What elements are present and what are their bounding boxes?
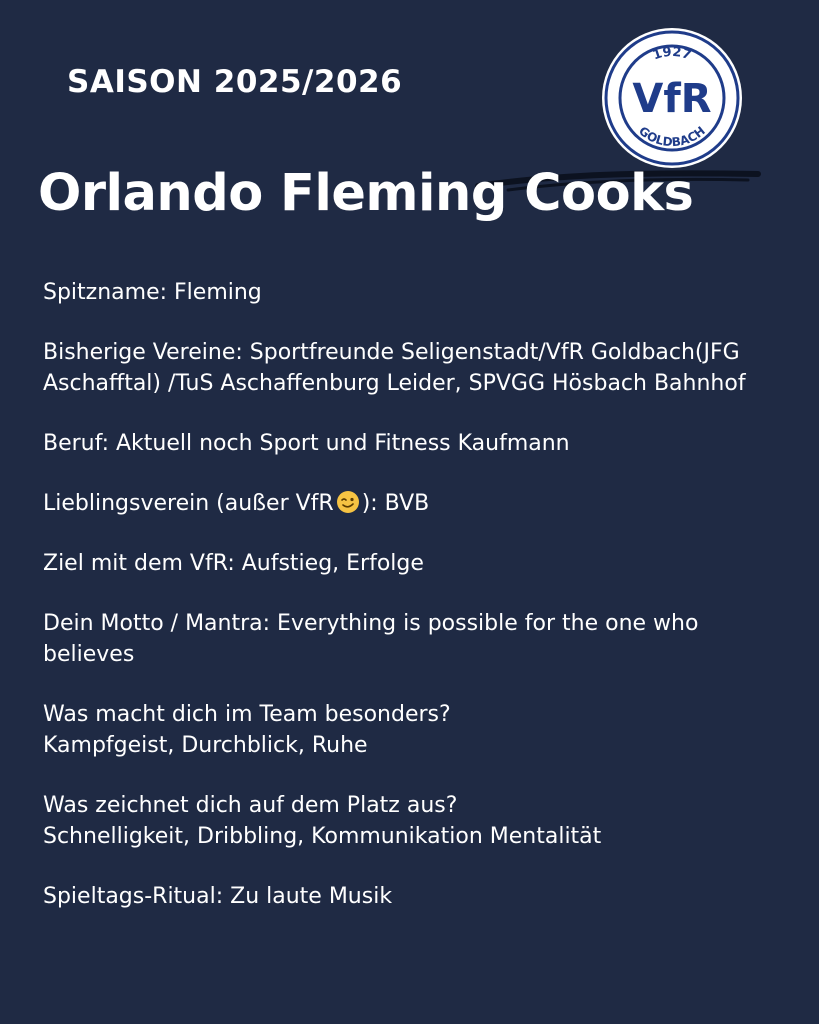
favorite-club-suffix: ): BVB xyxy=(361,491,430,516)
ritual-item xyxy=(43,881,793,912)
season-label: SAISON 2025/2026 xyxy=(67,64,403,100)
job-text: Beruf: Aktuell noch Sport und Fitness Kaufmann xyxy=(43,431,570,456)
winking-face-icon xyxy=(336,490,360,514)
profile-list xyxy=(43,277,793,941)
ritual-text: Spieltags-Ritual: Zu laute Musik xyxy=(43,884,393,909)
logo-monogram: VfR xyxy=(632,76,712,122)
favorite-club-prefix: Lieblingsverein (außer VfR xyxy=(43,491,334,516)
previous-clubs-line-1: Bisherige Vereine: Sportfreunde Seligenstadt/VfR Goldbach(JFG xyxy=(43,340,740,365)
nickname-item xyxy=(43,277,793,308)
pitch-answer: Schnelligkeit, Dribbling, Kommunikation Mentalität xyxy=(43,824,602,849)
previous-clubs-item xyxy=(43,337,793,399)
previous-clubs-line-2: Aschafftal) /TuS Aschaffenburg Leider, SPVGG Hösbach Bahnhof xyxy=(43,371,746,396)
favorite-club-line xyxy=(43,488,793,519)
motto-line-2: believes xyxy=(43,642,135,667)
team-question: Was macht dich im Team besonders? xyxy=(43,702,451,727)
team-item xyxy=(43,699,793,761)
goal-text: Ziel mit dem VfR: Aufstieg, Erfolge xyxy=(43,551,424,576)
team-answer: Kampfgeist, Durchblick, Ruhe xyxy=(43,733,368,758)
player-name: Orlando Fleming Cooks xyxy=(38,164,694,223)
favorite-club-item xyxy=(43,488,793,519)
motto-item xyxy=(43,608,793,670)
goal-item xyxy=(43,548,793,579)
player-name-block xyxy=(38,160,758,240)
motto-line-1: Dein Motto / Mantra: Everything is possible for the one who xyxy=(43,611,699,636)
nickname-text: Spitzname: Fleming xyxy=(43,280,262,305)
club-logo xyxy=(600,26,744,170)
pitch-item xyxy=(43,790,793,852)
pitch-question: Was zeichnet dich auf dem Platz aus? xyxy=(43,793,458,818)
logo-year: 1927 xyxy=(650,44,694,64)
logo-town: GOLDBACH xyxy=(636,123,708,150)
job-item xyxy=(43,428,793,459)
